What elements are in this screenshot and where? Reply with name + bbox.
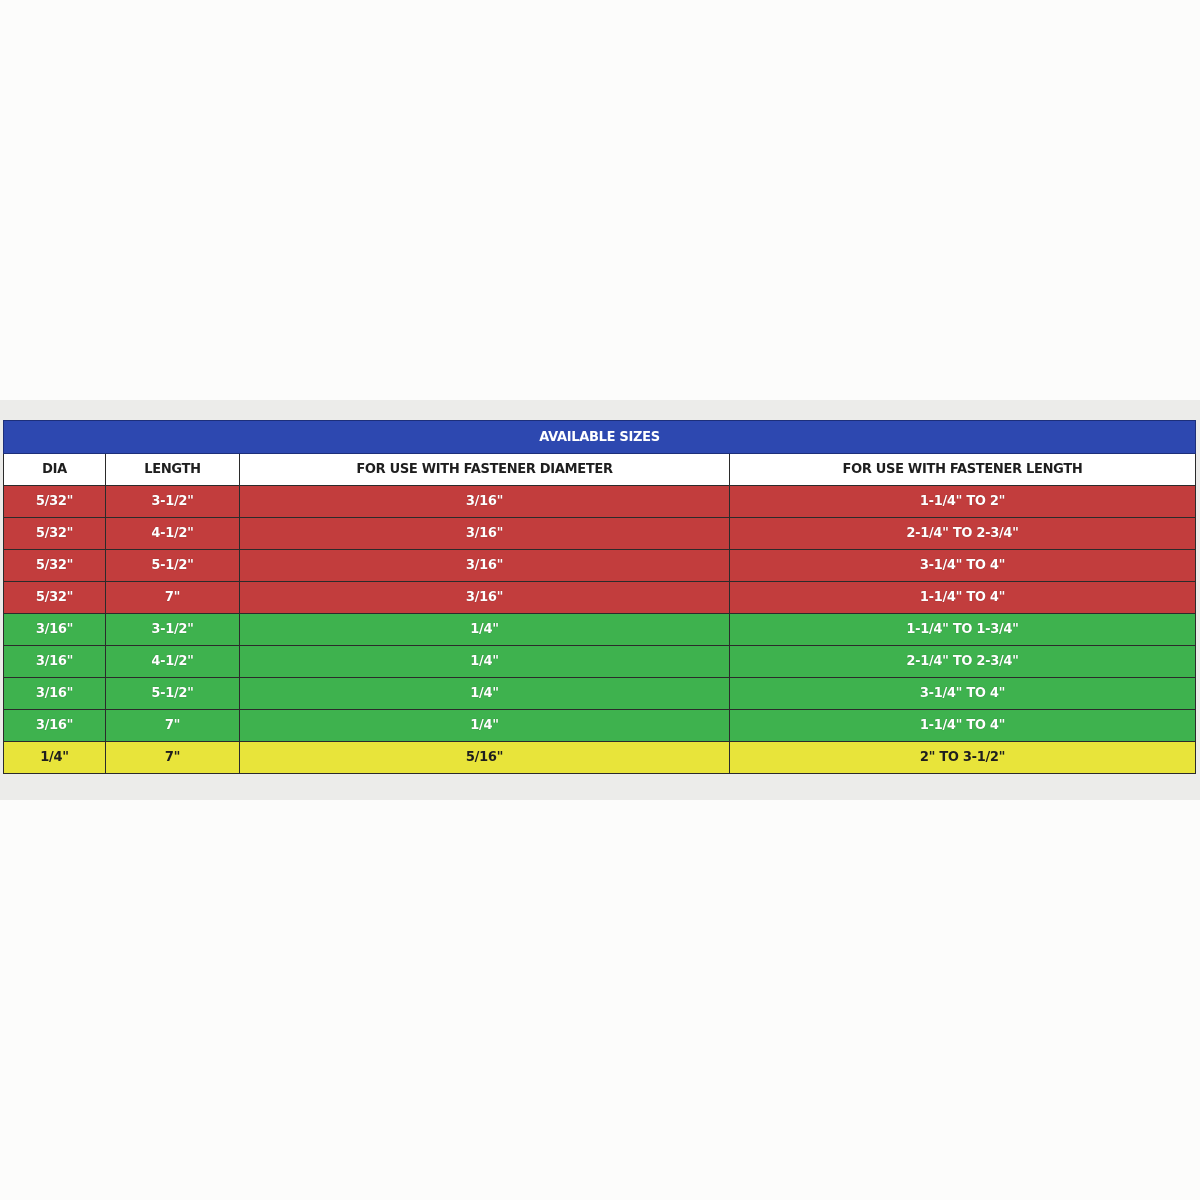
cell-length: 4-1/2" [106, 518, 240, 550]
cell-fastener-diameter: 5/16" [240, 742, 730, 774]
table-row [4, 678, 1196, 710]
table-title: AVAILABLE SIZES [4, 421, 1196, 454]
table-row [4, 486, 1196, 518]
cell-dia: 3/16" [4, 710, 106, 742]
cell-fastener-diameter: 1/4" [240, 710, 730, 742]
column-header-fastener-length: FOR USE WITH FASTENER LENGTH [730, 454, 1196, 486]
cell-fastener-diameter: 1/4" [240, 678, 730, 710]
cell-fastener-length: 2-1/4" TO 2-3/4" [730, 646, 1196, 678]
table-header-row [4, 454, 1196, 486]
cell-fastener-length: 1-1/4" TO 4" [730, 710, 1196, 742]
table-title-row [4, 421, 1196, 454]
cell-length: 4-1/2" [106, 646, 240, 678]
cell-fastener-length: 2-1/4" TO 2-3/4" [730, 518, 1196, 550]
cell-fastener-length: 1-1/4" TO 2" [730, 486, 1196, 518]
cell-length: 3-1/2" [106, 614, 240, 646]
table-row [4, 550, 1196, 582]
cell-fastener-diameter: 3/16" [240, 518, 730, 550]
cell-fastener-diameter: 3/16" [240, 550, 730, 582]
cell-dia: 3/16" [4, 614, 106, 646]
cell-fastener-length: 1-1/4" TO 4" [730, 582, 1196, 614]
cell-length: 5-1/2" [106, 550, 240, 582]
column-header-fastener-diameter: FOR USE WITH FASTENER DIAMETER [240, 454, 730, 486]
cell-length: 7" [106, 582, 240, 614]
cell-dia: 5/32" [4, 518, 106, 550]
cell-dia: 3/16" [4, 678, 106, 710]
table-body [4, 486, 1196, 774]
table-row [4, 582, 1196, 614]
table-row [4, 518, 1196, 550]
cell-dia: 5/32" [4, 582, 106, 614]
table-row [4, 614, 1196, 646]
table-row [4, 710, 1196, 742]
cell-fastener-diameter: 3/16" [240, 582, 730, 614]
cell-fastener-diameter: 1/4" [240, 646, 730, 678]
cell-length: 7" [106, 710, 240, 742]
column-header-dia: DIA [4, 454, 106, 486]
cell-fastener-length: 3-1/4" TO 4" [730, 550, 1196, 582]
table-row [4, 646, 1196, 678]
cell-length: 5-1/2" [106, 678, 240, 710]
cell-fastener-length: 1-1/4" TO 1-3/4" [730, 614, 1196, 646]
cell-length: 3-1/2" [106, 486, 240, 518]
cell-dia: 5/32" [4, 486, 106, 518]
cell-fastener-length: 3-1/4" TO 4" [730, 678, 1196, 710]
column-header-length: LENGTH [106, 454, 240, 486]
cell-fastener-length: 2" TO 3-1/2" [730, 742, 1196, 774]
available-sizes-table [3, 420, 1196, 774]
cell-dia: 1/4" [4, 742, 106, 774]
cell-dia: 3/16" [4, 646, 106, 678]
cell-fastener-diameter: 3/16" [240, 486, 730, 518]
cell-fastener-diameter: 1/4" [240, 614, 730, 646]
cell-dia: 5/32" [4, 550, 106, 582]
table-row [4, 742, 1196, 774]
cell-length: 7" [106, 742, 240, 774]
